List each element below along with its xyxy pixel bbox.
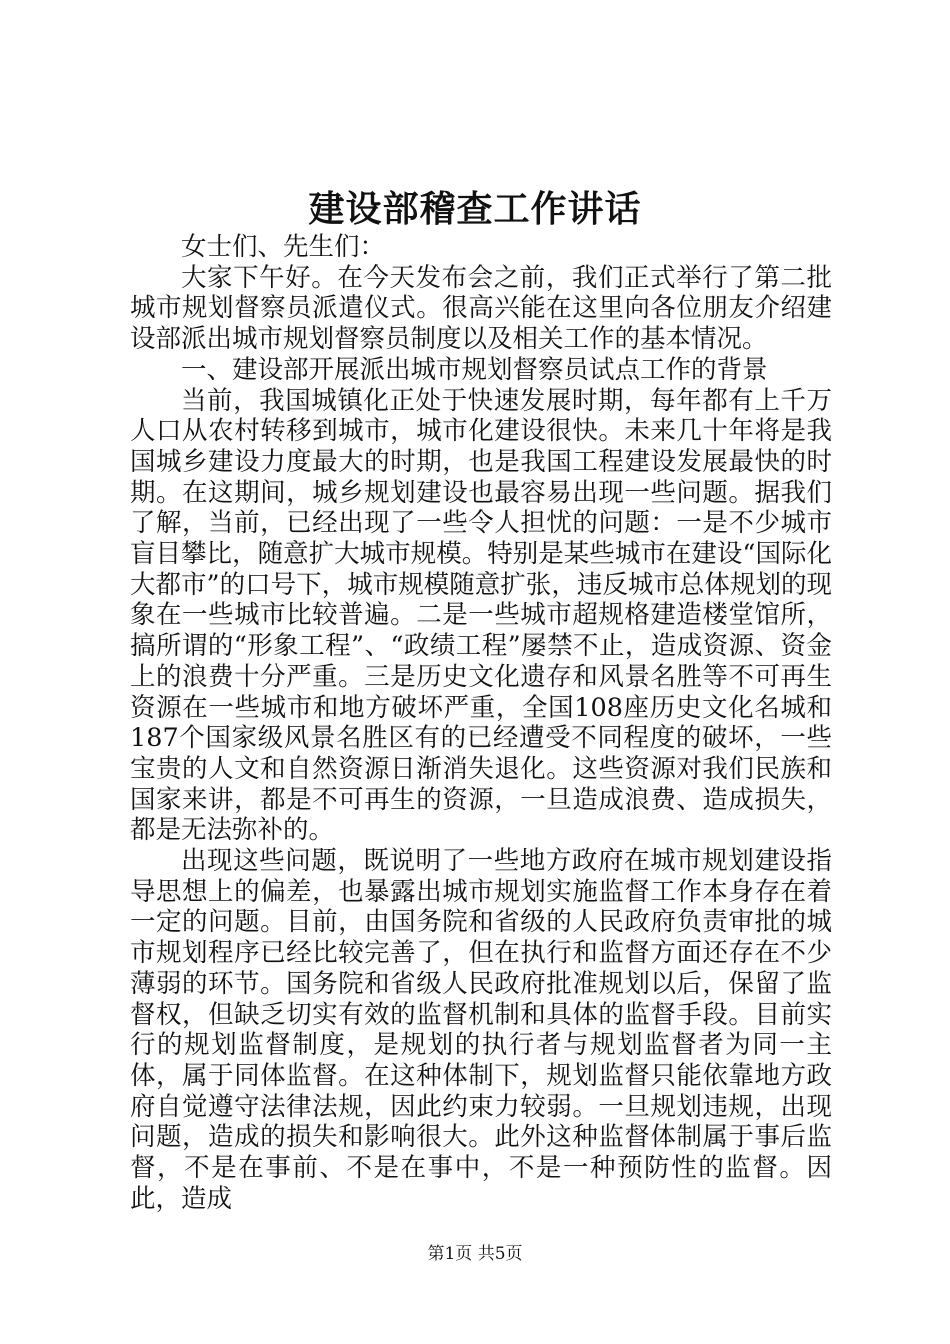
section-heading: 一、建设部开展派出城市规划督察员试点工作的背景 [181,354,768,385]
problems-paragraph: 出现这些问题，既说明了一些地方政府在城市规划建设指导思想上的偏差，也暴露出城市规划实施监督工作本身存在着一定的问题。目前，由国务院和省级的人民政府负责审批的城市规划程序已经比较完善了，但在执行和监督方面还存在不少薄弱的环节。国务院和省级人民政府批准规划以后，保留了监督权，但缺乏切实有效的监督机制和具体的监督手段。目前实行的规划监督制度，是规划的执行者与规划监督者为同一主体，属于同体监督。在这种体制下，规划监督只能依靠地方政府自觉遵守法律法规，因此约束力较弱。一旦规划违规，出现问题，造成的损失和影响很大。此外这种监督体制属于事后监督，不是在事前、不是在事中，不是一种预防性的监督。因此，造成 [130,846,832,1214]
page-footer: 第1页 共5页 [427,1244,523,1264]
opening-paragraph: 大家下午好。在今天发布会之前，我们正式举行了第二批城市规划督察员派遣仪式。很高兴能在这里向各位朋友介绍建设部派出城市规划督察员制度以及相关工作的基本情况。 [130,262,832,355]
salutation-paragraph: 女士们、先生们： [181,232,386,262]
background-paragraph: 当前，我国城镇化正处于快速发展时期，每年都有上千万人口从农村转移到城市，城市化建设很快。未来几十年将是我国城乡建设力度最大的时期，也是我国工程建设发展最快的时期。在这期间，城乡规划建设也最容易出现一些问题。据我们了解，当前，已经出现了一些令人担忧的问题：一是不少城市盲目攀比，随意扩大城市规模。特别是某些城市在建设“国际化大都市”的口号下，城市规模随意扩张，违反城市总体规划的现象在一些城市比较普遍。二是一些城市超规格建造楼堂馆所，搞所谓的“形象工程”、“政绩工程”屡禁不止，造成资源、资金上的浪费十分严重。三是历史文化遗存和风景名胜等不可再生资源在一些城市和地方破坏严重，全国108座历史文化名城和187个国家级风景名胜区有的已经遭受不同程度的破坏，一些宝贵的人文和自然资源日渐消失退化。这些资源对我们民族和国家来讲，都是不可再生的资源，一旦造成浪费、造成损失，都是无法弥补的。 [130,385,832,846]
document-title: 建设部稽查工作讲话 [308,188,642,230]
document-body [130,232,832,1215]
